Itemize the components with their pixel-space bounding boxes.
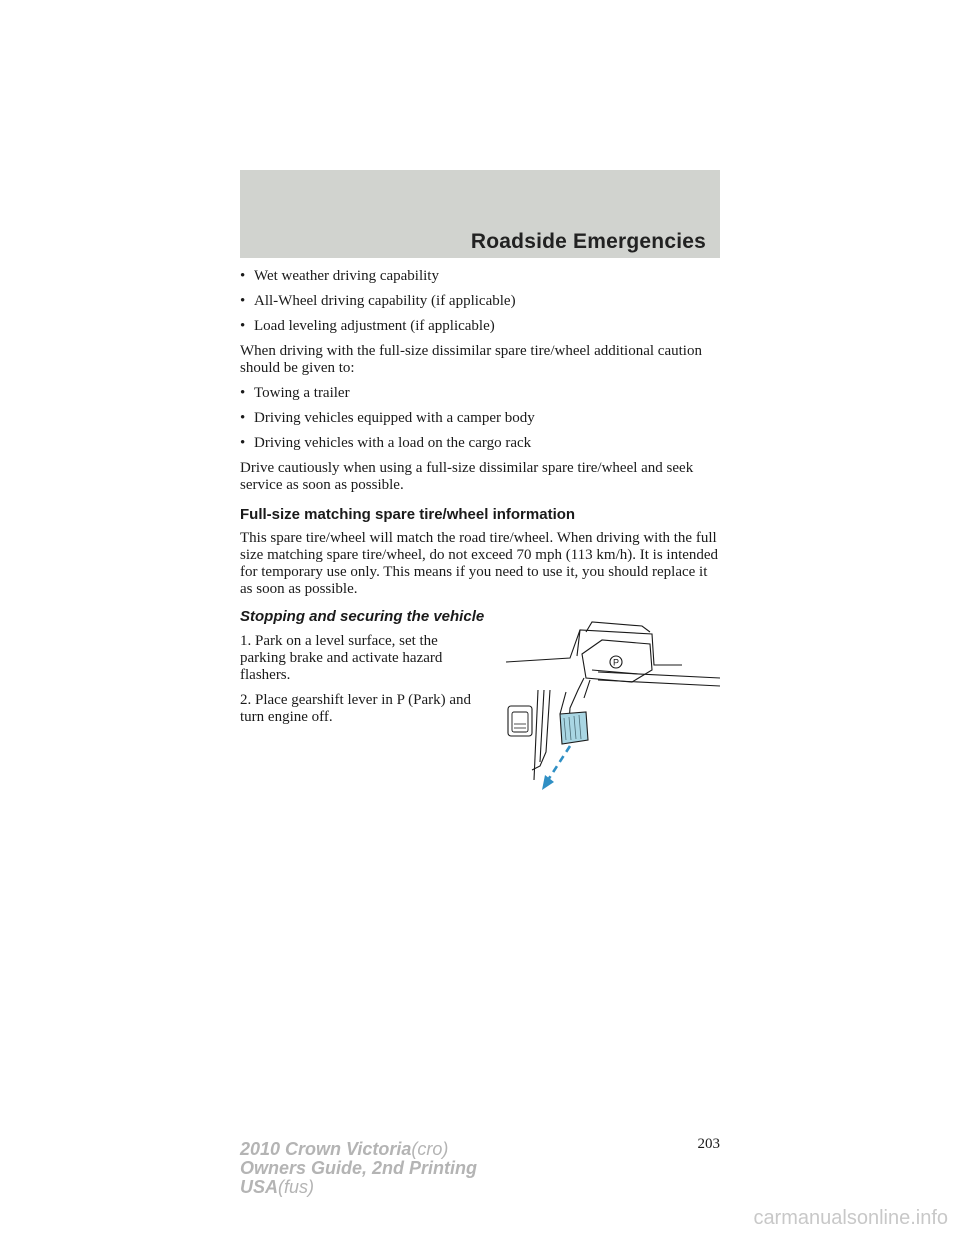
arrow-shaft <box>548 746 570 780</box>
subheading: Full-size matching spare tire/wheel information <box>240 506 576 523</box>
bullet-icon: • <box>240 410 246 426</box>
list-item-text: All-Wheel driving capability (if applicable) <box>254 293 516 309</box>
footer-model: 2010 Crown Victoria <box>240 1139 412 1159</box>
bullet-icon: • <box>240 385 246 401</box>
bullet-icon: • <box>240 318 246 334</box>
dashboard-lines <box>506 622 720 780</box>
bullet-icon: • <box>240 435 246 451</box>
gear-label: P <box>612 657 620 668</box>
list-item <box>240 293 720 310</box>
arrow-head-icon <box>542 775 554 790</box>
list-item <box>240 318 720 335</box>
gear-indicator-icon <box>610 656 622 668</box>
step-1: 1. Park on a level surface, set the parking brake and activate hazard flashers. <box>240 633 443 683</box>
watermark: carmanualsonline.info <box>753 1207 948 1229</box>
bullet-icon: • <box>240 293 246 309</box>
list-item-text: Driving vehicles equipped with a camper body <box>254 410 535 426</box>
page-number: 203 <box>697 1136 720 1152</box>
list-item-text: Driving vehicles with a load on the cargo rack <box>254 435 532 451</box>
bullet-icon: • <box>240 268 246 284</box>
italic-heading: Stopping and securing the vehicle <box>240 608 485 625</box>
list-item-text: Towing a trailer <box>254 385 350 401</box>
paragraph: Drive cautiously when using a full-size dissimilar spare tire/wheel and seek service as soon as possible. <box>240 460 694 493</box>
paragraph: This spare tire/wheel will match the road tire/wheel. When driving with the full size matching spare tire/wheel, do not exceed 70 mph (113 km/h). It is intended for temporary use only. This means if you need to use it, you should replace it as soon as possible. <box>240 530 719 597</box>
footer-line-2: Owners Guide, 2nd Printing <box>240 1158 478 1178</box>
list-item-text: Load leveling adjustment (if applicable) <box>254 318 495 334</box>
list-item <box>240 268 720 285</box>
left-control-icon <box>508 706 532 736</box>
brake-pedal-icon <box>560 712 588 744</box>
list-item <box>240 435 720 452</box>
list-item-text: Wet weather driving capability <box>254 268 439 284</box>
footer-line-3 <box>240 1178 477 1197</box>
footer-line-1 <box>240 1140 477 1159</box>
footer-market-code: (fus) <box>278 1177 315 1197</box>
parking-brake-figure <box>502 620 720 795</box>
paragraph: When driving with the full-size dissimilar spare tire/wheel additional caution should be given to: <box>240 343 702 376</box>
section-header-band <box>240 170 720 258</box>
section-title: Roadside Emergencies <box>470 230 706 253</box>
list-item <box>240 410 720 427</box>
steps-column <box>240 633 485 726</box>
footer-market: USA <box>240 1177 279 1197</box>
footer-model-code: (cro) <box>411 1139 449 1159</box>
parking-brake-illustration <box>502 620 720 795</box>
step-2: 2. Place gearshift lever in P (Park) and turn engine off. <box>240 692 472 725</box>
footer <box>240 1140 477 1197</box>
list-item <box>240 385 720 402</box>
